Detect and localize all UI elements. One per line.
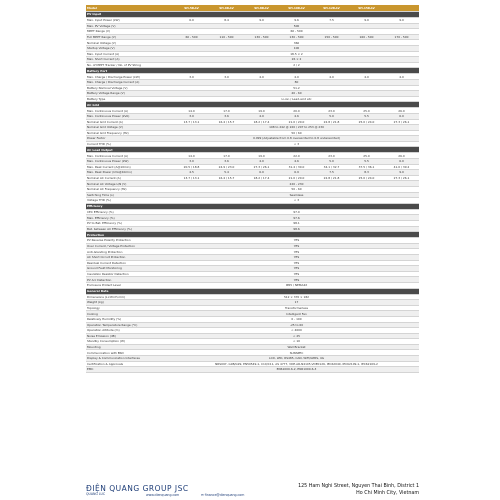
- spec-value: 3.0: [174, 159, 209, 165]
- spec-value: < 25: [174, 333, 419, 339]
- spec-label: Power Factor: [86, 136, 174, 142]
- spec-label: PV Arc Detection: [86, 277, 174, 283]
- spec-value: Li-ion / Lead-acid etc: [174, 96, 419, 102]
- spec-value: YES: [174, 277, 419, 283]
- spec-value: 5.0: [314, 159, 349, 165]
- spec-value: 51.2: [174, 85, 419, 91]
- spec-value: 22.0: [279, 153, 314, 159]
- spec-value: 26 × 2: [174, 57, 419, 63]
- spec-value: 18.5 × 2: [174, 51, 419, 57]
- spec-value: 97.6: [174, 215, 419, 221]
- spec-value: 31.4 / 30.0: [279, 164, 314, 170]
- address-line-2: Ho Chi Minh City, Vietnam: [356, 491, 419, 496]
- spec-value: 27.3 / 26.1: [384, 119, 419, 125]
- spec-value: 26.0: [384, 108, 419, 114]
- spec-value: 22.8 / 21.8: [314, 175, 349, 181]
- spec-value: 9.0: [384, 18, 419, 24]
- spec-value: 4.0: [384, 74, 419, 80]
- spec-label: Max. Charge / Discharge Current (A): [86, 79, 174, 85]
- spec-value: 9.0: [244, 18, 279, 24]
- spec-label: Ground Fault Monitoring: [86, 266, 174, 272]
- spec-value: 0.999 (Adjustable from 0.8 overexcited to 0.8 underexcited): [174, 136, 419, 142]
- spec-label: Bat. between AC Efficiency (%): [86, 226, 174, 232]
- spec-value: 360: [174, 40, 419, 46]
- spec-label: Voltage THD (%): [86, 198, 174, 204]
- footer: [86, 484, 419, 498]
- spec-value: 5.5: [349, 113, 384, 119]
- spec-label: Max. Charge / Discharge Power (kW): [86, 74, 174, 80]
- spec-value: 7.5: [314, 170, 349, 176]
- spec-value: Wall Bracket: [174, 344, 419, 350]
- spec-value: 512 × 370 × 182: [174, 294, 419, 300]
- spec-value: 24.9 / 23.0: [209, 164, 244, 170]
- spec-value: 98.1: [174, 221, 419, 227]
- spec-value: < 3: [174, 141, 419, 147]
- spec-value: YES: [174, 238, 419, 244]
- spec-value: < 10: [174, 339, 419, 345]
- spec-value: NRS097, G98/G99, EN50549-1, C10/C11, AS 4777, VDE-AR-N4105,VDE0126, IEC62040, IEC62109-1, IEC62109-2: [174, 361, 419, 367]
- spec-label: Communication with BSD: [86, 350, 174, 356]
- spec-value: 17: [174, 300, 419, 306]
- spec-value: 20.5 / 18.8: [174, 164, 209, 170]
- spec-label: Switching Time (s): [86, 192, 174, 198]
- spec-value: 9.6: [279, 18, 314, 24]
- spec-value: -25 to 60: [174, 322, 419, 328]
- spec-value: Intelligent Fan: [174, 311, 419, 317]
- spec-label: Max. PV Voltage (V): [86, 23, 174, 29]
- spec-label: Weight (kg): [86, 300, 174, 306]
- spec-label: Battery Voltage Range (V): [86, 91, 174, 97]
- spec-value: 98.6: [174, 226, 419, 232]
- spec-label: Max. Peak Power (kVA@10min): [86, 170, 174, 176]
- spec-value: 0 - 100: [174, 316, 419, 322]
- spec-value: 18.2 / 17.4: [244, 119, 279, 125]
- model-name: SH-5K-LV: [174, 5, 209, 12]
- spec-value: 4.0: [314, 74, 349, 80]
- spec-value: 4.0: [244, 113, 279, 119]
- spec-value: < 4000: [174, 328, 419, 334]
- spec-value: 34.1 / 32.7: [314, 164, 349, 170]
- model-name: SH-10K-LV: [279, 5, 314, 12]
- spec-label: Enclosure Protect Level: [86, 282, 174, 288]
- spec-value: 19.0: [244, 153, 279, 159]
- spec-value: 3.0: [174, 113, 209, 119]
- spec-value: 9.0: [384, 170, 419, 176]
- spec-row: [86, 367, 419, 373]
- spec-value: 27.3 / 26.1: [384, 175, 419, 181]
- spec-label: Battery Nominal Voltage (V): [86, 85, 174, 91]
- company-tagline: QUANG LUC: [86, 492, 106, 496]
- spec-value: Seamless: [174, 192, 419, 198]
- model-label: Model: [86, 5, 174, 12]
- section-title: Battery Port: [86, 68, 419, 74]
- spec-value: 25.0: [349, 108, 384, 114]
- spec-value: 7.5: [314, 18, 349, 24]
- spec-value: 40 - 60: [174, 91, 419, 97]
- spec-value: 110 - 500: [209, 34, 244, 40]
- spec-value: 50 / 60: [174, 130, 419, 136]
- website-link[interactable]: www.dienquang.com: [146, 493, 180, 497]
- spec-value: YES: [174, 260, 419, 266]
- spec-value: 19.0: [244, 108, 279, 114]
- section-title: AC Grid: [86, 102, 419, 108]
- spec-value: 6.9: [279, 170, 314, 176]
- spec-value: IP65 / NEMA4X: [174, 282, 419, 288]
- spec-value: 22.8 / 21.8: [314, 119, 349, 125]
- section-title: General Data: [86, 288, 419, 294]
- spec-label: Max. Peak Current (A@10min): [86, 164, 174, 170]
- spec-value: 21.0 / 20.0: [279, 119, 314, 125]
- spec-label: PV to Bat. Efficiency (%): [86, 221, 174, 227]
- spec-label: Nominal Grid Voltage (V): [86, 125, 174, 131]
- spec-value: 4.5: [174, 170, 209, 176]
- spec-label: Max. Input Current (A): [86, 51, 174, 57]
- spec-label: Max. Input Power (kW): [86, 18, 174, 24]
- spec-label: Residual Current Detection: [86, 260, 174, 266]
- spec-value: LCD, LED, RS485, CAN, WiFi/GPRS, 4G: [174, 356, 419, 362]
- spec-value: 5.4: [209, 170, 244, 176]
- spec-value: 50 - 60: [174, 187, 419, 193]
- spec-value: 170 - 500: [384, 34, 419, 40]
- spec-label: AC Short Circuit Protection: [86, 254, 174, 260]
- spec-value: 21.0 / 20.0: [279, 175, 314, 181]
- spec-value: 25.0 / 24.0: [349, 175, 384, 181]
- spec-value: 97.0: [174, 209, 419, 215]
- spec-value: 20.0: [279, 108, 314, 114]
- spec-value: 37.5 / 36.1: [349, 164, 384, 170]
- spec-value: 17.0: [209, 108, 244, 114]
- spec-value: 26.0: [384, 153, 419, 159]
- spec-label: CEC Efficiency (%): [86, 209, 174, 215]
- spec-value: Transformerless: [174, 305, 419, 311]
- spec-label: EMC: [86, 367, 174, 373]
- spec-value: 3.6: [209, 159, 244, 165]
- spec-table: [86, 5, 419, 373]
- spec-label: Nominal AC Voltage L/N (V): [86, 181, 174, 187]
- spec-value: 4.0: [244, 74, 279, 80]
- spec-value: 23.0: [314, 153, 349, 159]
- spec-value: 6.0: [384, 113, 419, 119]
- spec-value: 2 / 2: [174, 62, 419, 68]
- spec-label: Cooling: [86, 311, 174, 317]
- address-line-1: 125 Ham Nghi Street, Nguyen Thai Binh, District 1: [298, 484, 419, 489]
- section-title: AC Load Output: [86, 147, 419, 153]
- spec-value: 8.3: [349, 170, 384, 176]
- spec-value: YES: [174, 266, 419, 272]
- spec-label: Anti-Islanding Protection: [86, 249, 174, 255]
- spec-label: Max. Continuous Power (kW): [86, 159, 174, 165]
- spec-label: Operation Temperature Range (°C): [86, 322, 174, 328]
- spec-value: 3.0: [174, 74, 209, 80]
- spec-value: 6.0: [384, 159, 419, 165]
- spec-value: 13.7 / 13.1: [174, 119, 209, 125]
- spec-label: Full MPPT Range (V): [86, 34, 174, 40]
- spec-label: Dimensions (L×W×H,mm): [86, 294, 174, 300]
- spec-label: Operation Altitude (m): [86, 328, 174, 334]
- spec-value: 100: [174, 45, 419, 51]
- spec-value: 9.0: [349, 18, 384, 24]
- spec-value: 220 - 230: [174, 181, 419, 187]
- spec-value: 5.5: [349, 159, 384, 165]
- model-name: SH-6K-LV: [209, 5, 244, 12]
- spec-value: 6.0: [174, 18, 209, 24]
- spec-value: 3.6: [209, 113, 244, 119]
- spec-label: Nominal Grid Frequency (Hz): [86, 130, 174, 136]
- section-title: PV Input: [86, 12, 419, 18]
- spec-value: 14.0: [174, 108, 209, 114]
- spec-label: Nominal AC Current (A): [86, 175, 174, 181]
- spec-label: Max. Continuous Current (A): [86, 108, 174, 114]
- spec-value: 14.0: [174, 153, 209, 159]
- spec-label: Mounting: [86, 344, 174, 350]
- spec-value: 160 - 500: [349, 34, 384, 40]
- email-link[interactable]: ✉ finance@dienquang.com: [201, 493, 245, 497]
- spec-label: PV Reverse Polarity Protection: [86, 238, 174, 244]
- section-title: Protection: [86, 232, 419, 238]
- spec-label: No. of MPPT Tracker / No. of PV String: [86, 62, 174, 68]
- spec-value: YES: [174, 243, 419, 249]
- spec-value: 4.0: [244, 159, 279, 165]
- spec-value: 25.0: [349, 153, 384, 159]
- spec-label: Nominal Voltage (V): [86, 40, 174, 46]
- spec-value: 17.0: [209, 153, 244, 159]
- spec-value: EN61000-6-2, EN61000-6-3: [174, 367, 419, 373]
- spec-value: 16.4 / 15.7: [209, 119, 244, 125]
- spec-value: 3.0: [209, 74, 244, 80]
- spec-value: 6.0: [244, 170, 279, 176]
- spec-value: 27.3 / 26.1: [244, 164, 279, 170]
- spec-value: < 3: [174, 198, 419, 204]
- spec-value: 130 - 500: [244, 34, 279, 40]
- spec-value: 500: [174, 23, 419, 29]
- spec-value: 8.4: [209, 18, 244, 24]
- spec-label: Max. Efficiency (%): [86, 215, 174, 221]
- model-name: SH-8K-LV: [244, 5, 279, 12]
- spec-label: MPPT Range (V): [86, 29, 174, 35]
- spec-value: 4.6: [279, 159, 314, 165]
- spec-sheet: [86, 5, 419, 373]
- spec-label: Over Current / Voltage Protection: [86, 243, 174, 249]
- spec-value: SUNSPEC: [174, 350, 419, 356]
- spec-value: 60 - 500: [174, 34, 209, 40]
- spec-value: 4.6: [279, 113, 314, 119]
- model-name: SH-12K-LV: [314, 5, 349, 12]
- spec-value: YES: [174, 254, 419, 260]
- spec-label: Max. Continuous Current (A): [86, 153, 174, 159]
- spec-value: 18.2 / 17.4: [244, 175, 279, 181]
- spec-label: Current THD (%): [86, 141, 174, 147]
- spec-value: 198 to 242 @ 220 / 207 to 253 @ 230: [174, 125, 419, 131]
- spec-label: Standby Consumption (W): [86, 339, 174, 345]
- spec-value: 41.0 / 39.2: [384, 164, 419, 170]
- spec-label: Nominal Grid Current (A): [86, 119, 174, 125]
- spec-value: 25.0 / 24.0: [349, 119, 384, 125]
- spec-value: 4.0: [349, 74, 384, 80]
- spec-label: Nominal AC Frequency (Hz): [86, 187, 174, 193]
- spec-value: 13.7 / 13.1: [174, 175, 209, 181]
- spec-label: Relatively Humidity (%): [86, 316, 174, 322]
- spec-value: 80: [174, 79, 419, 85]
- spec-label: Insulation Resistor Detection: [86, 271, 174, 277]
- spec-label: Topology: [86, 305, 174, 311]
- model-name: SH-15K-LV: [349, 5, 384, 12]
- spec-value: 150 - 500: [314, 34, 349, 40]
- spec-value: 4.0: [279, 74, 314, 80]
- spec-value: 130 - 500: [279, 34, 314, 40]
- spec-label: Display & Communication Interfaces: [86, 356, 174, 362]
- company-logo: ĐIỆN QUANG GROUP JSC: [86, 484, 189, 493]
- spec-label: Max. Continuous Power (kVA): [86, 113, 174, 119]
- spec-value: YES: [174, 249, 419, 255]
- spec-label: Max. Short Current (A): [86, 57, 174, 63]
- spec-value: 16.4 / 15.7: [209, 175, 244, 181]
- spec-value: YES: [174, 271, 419, 277]
- spec-label: Battery Type: [86, 96, 174, 102]
- spec-value: 23.0: [314, 108, 349, 114]
- section-title: Efficiency: [86, 203, 419, 209]
- spec-label: Startup Voltage (V): [86, 45, 174, 51]
- spec-value: 60 - 500: [174, 29, 419, 35]
- spec-value: 5.0: [314, 113, 349, 119]
- spec-label: Noise Emission (dB): [86, 333, 174, 339]
- spec-label: Certification & Approvals: [86, 361, 174, 367]
